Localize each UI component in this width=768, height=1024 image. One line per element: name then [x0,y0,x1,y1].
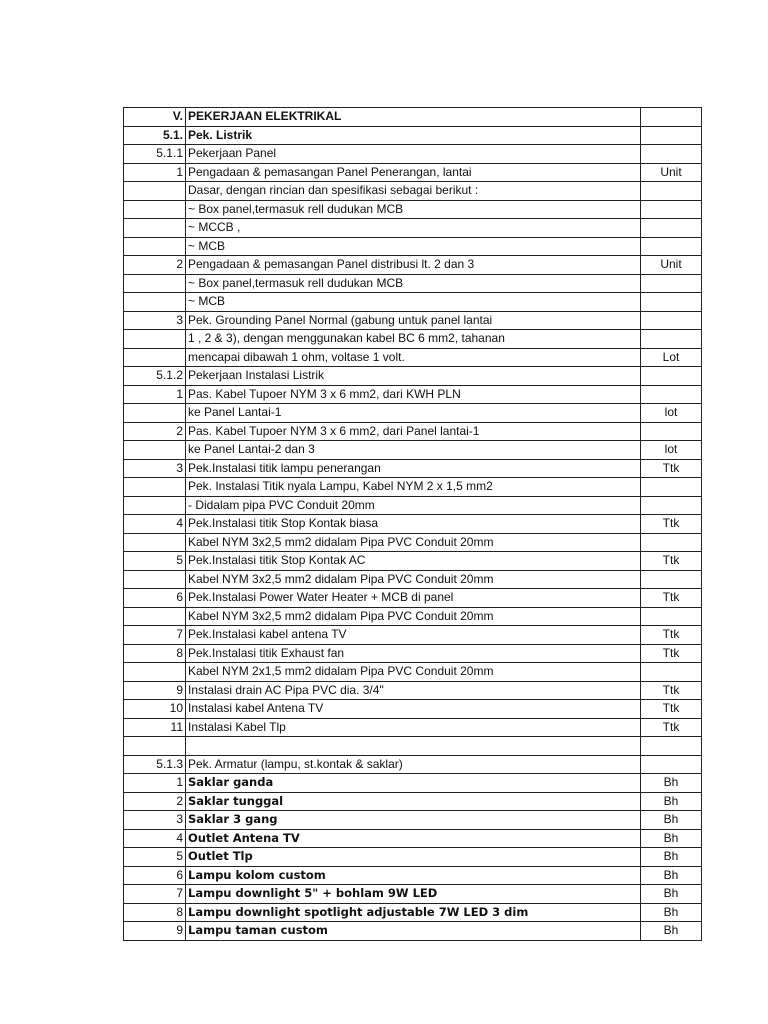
cell-unit: Bh [641,866,702,885]
cell-unit: Bh [641,922,702,941]
cell-number [124,200,186,219]
cell-description: Saklar 3 gang [186,811,641,830]
table-row [124,848,702,867]
cell-description [186,737,641,756]
cell-unit: Lot [641,348,702,367]
cell-unit [641,422,702,441]
table-row [124,515,702,534]
cell-unit [641,478,702,497]
cell-unit: Unit [641,163,702,182]
cell-description: Instalasi Kabel Tlp [186,718,641,737]
table-body [124,108,702,941]
cell-unit [641,533,702,552]
cell-number [124,274,186,293]
cell-description: ~ MCCB , [186,219,641,238]
cell-unit [641,237,702,256]
cell-number [124,293,186,312]
cell-description: PEKERJAAN ELEKTRIKAL [186,108,641,127]
table-row [124,182,702,201]
cell-description: 1 , 2 & 3), dengan menggunakan kabel BC 6 mm2, tahanan [186,330,641,349]
cell-unit: lot [641,404,702,423]
cell-number: 2 [124,422,186,441]
table-row [124,385,702,404]
cell-description: Pengadaan & pemasangan Panel Penerangan, lantai [186,163,641,182]
cell-unit: Bh [641,829,702,848]
cell-number: 5 [124,848,186,867]
cell-description: Pek.Instalasi titik Stop Kontak AC [186,552,641,571]
cell-description: Kabel NYM 3x2,5 mm2 didalam Pipa PVC Conduit 20mm [186,607,641,626]
cell-unit: Bh [641,774,702,793]
cell-number: 2 [124,792,186,811]
cell-number: 2 [124,256,186,275]
cell-unit [641,663,702,682]
cell-unit: Unit [641,256,702,275]
cell-unit [641,200,702,219]
cell-description: ~ MCB [186,293,641,312]
table-row [124,145,702,164]
table-row [124,200,702,219]
cell-description: Pek.Instalasi Power Water Heater + MCB di panel [186,589,641,608]
table-row [124,496,702,515]
cell-unit: Bh [641,903,702,922]
cell-description: Lampu downlight spotlight adjustable 7W LED 3 dim [186,903,641,922]
cell-unit [641,755,702,774]
cell-description: Pek. Instalasi Titik nyala Lampu, Kabel NYM 2 x 1,5 mm2 [186,478,641,497]
cell-description: Outlet Tlp [186,848,641,867]
cell-description: Instalasi drain AC Pipa PVC dia. 3/4" [186,681,641,700]
cell-unit: Ttk [641,459,702,478]
cell-description: Lampu taman custom [186,922,641,941]
cell-unit: Ttk [641,700,702,719]
cell-unit: Ttk [641,718,702,737]
cell-unit [641,219,702,238]
table-row [124,478,702,497]
cell-unit [641,145,702,164]
cell-number: 4 [124,829,186,848]
table-row [124,792,702,811]
cell-number [124,663,186,682]
table-row [124,441,702,460]
table-row [124,293,702,312]
cell-unit [641,126,702,145]
table-row [124,348,702,367]
cell-number: 8 [124,903,186,922]
cell-number: 7 [124,885,186,904]
cell-unit: Bh [641,811,702,830]
table-row [124,681,702,700]
cell-unit: Ttk [641,552,702,571]
cell-unit [641,570,702,589]
table-row [124,126,702,145]
cell-unit [641,367,702,386]
table-row [124,626,702,645]
cell-unit [641,108,702,127]
table-row [124,644,702,663]
cell-unit [641,737,702,756]
cell-description: Pek.Instalasi kabel antena TV [186,626,641,645]
cell-number [124,496,186,515]
cell-number: 9 [124,922,186,941]
cell-description: ke Panel Lantai-2 dan 3 [186,441,641,460]
cell-unit [641,607,702,626]
cell-description: Pek.Instalasi titik Exhaust fan [186,644,641,663]
table-row [124,367,702,386]
cell-description: Kabel NYM 3x2,5 mm2 didalam Pipa PVC Conduit 20mm [186,533,641,552]
work-items-table [123,107,702,941]
cell-number: 7 [124,626,186,645]
table-row [124,737,702,756]
cell-number [124,441,186,460]
cell-description: Pek. Armatur (lampu, st.kontak & saklar) [186,755,641,774]
cell-description: - Didalam pipa PVC Conduit 20mm [186,496,641,515]
cell-description: Kabel NYM 2x1,5 mm2 didalam Pipa PVC Conduit 20mm [186,663,641,682]
cell-unit: Bh [641,848,702,867]
cell-number [124,737,186,756]
cell-description: ke Panel Lantai-1 [186,404,641,423]
table-row [124,663,702,682]
table-row [124,774,702,793]
cell-number [124,348,186,367]
cell-number [124,570,186,589]
table-row [124,811,702,830]
cell-number [124,219,186,238]
cell-unit: lot [641,441,702,460]
cell-number: 5.1.3 [124,755,186,774]
cell-number: 4 [124,515,186,534]
cell-unit: Bh [641,885,702,904]
cell-number: 1 [124,774,186,793]
cell-number: 6 [124,866,186,885]
cell-number [124,478,186,497]
cell-unit: Ttk [641,626,702,645]
table-row [124,885,702,904]
table-row [124,829,702,848]
cell-unit: Bh [641,792,702,811]
table-row [124,422,702,441]
cell-number: 1 [124,385,186,404]
cell-number: 11 [124,718,186,737]
cell-description: ~ Box panel,termasuk rell dudukan MCB [186,274,641,293]
cell-number: V. [124,108,186,127]
cell-description: Pek. Listrik [186,126,641,145]
cell-description: Pas. Kabel Tupoer NYM 3 x 6 mm2, dari KWH PLN [186,385,641,404]
cell-description: Saklar ganda [186,774,641,793]
cell-unit [641,385,702,404]
table-row [124,866,702,885]
cell-unit: Ttk [641,681,702,700]
table-row [124,755,702,774]
cell-number: 3 [124,311,186,330]
cell-number: 3 [124,811,186,830]
table-row [124,404,702,423]
cell-unit [641,311,702,330]
cell-description: Outlet Antena TV [186,829,641,848]
cell-description: Instalasi kabel Antena TV [186,700,641,719]
table-row [124,700,702,719]
table-row [124,237,702,256]
cell-description: Saklar tunggal [186,792,641,811]
cell-number: 5.1. [124,126,186,145]
table-row [124,533,702,552]
cell-description: ~ Box panel,termasuk rell dudukan MCB [186,200,641,219]
table-row [124,219,702,238]
cell-number [124,182,186,201]
cell-number: 8 [124,644,186,663]
table-row [124,330,702,349]
cell-unit [641,182,702,201]
table-row [124,903,702,922]
cell-number [124,237,186,256]
table-row [124,922,702,941]
cell-number [124,533,186,552]
table-row [124,570,702,589]
cell-description: Pek.Instalasi titik Stop Kontak biasa [186,515,641,534]
cell-number: 9 [124,681,186,700]
table-row [124,552,702,571]
cell-description: Pengadaan & pemasangan Panel distribusi lt. 2 dan 3 [186,256,641,275]
cell-unit: Ttk [641,589,702,608]
cell-unit [641,293,702,312]
cell-unit [641,274,702,293]
cell-description: mencapai dibawah 1 ohm, voltase 1 volt. [186,348,641,367]
cell-unit: Ttk [641,644,702,663]
cell-unit: Ttk [641,515,702,534]
cell-unit [641,496,702,515]
table-row [124,108,702,127]
cell-number: 10 [124,700,186,719]
cell-description: Lampu downlight 5" + bohlam 9W LED [186,885,641,904]
cell-description: Pek. Grounding Panel Normal (gabung untuk panel lantai [186,311,641,330]
cell-unit [641,330,702,349]
cell-description: Dasar, dengan rincian dan spesifikasi sebagai berikut : [186,182,641,201]
cell-number [124,330,186,349]
cell-number: 5.1.2 [124,367,186,386]
cell-number: 5 [124,552,186,571]
table-row [124,718,702,737]
table-row [124,163,702,182]
cell-number: 1 [124,163,186,182]
cell-description: ~ MCB [186,237,641,256]
table-row [124,589,702,608]
cell-description: Pekerjaan Panel [186,145,641,164]
cell-description: Kabel NYM 3x2,5 mm2 didalam Pipa PVC Conduit 20mm [186,570,641,589]
cell-number [124,607,186,626]
table-row [124,607,702,626]
table-row [124,311,702,330]
table-row [124,274,702,293]
table-row [124,459,702,478]
cell-description: Pek.Instalasi titik lampu penerangan [186,459,641,478]
cell-number [124,404,186,423]
cell-description: Pekerjaan Instalasi Listrik [186,367,641,386]
cell-number: 3 [124,459,186,478]
cell-number: 6 [124,589,186,608]
cell-description: Lampu kolom custom [186,866,641,885]
cell-number: 5.1.1 [124,145,186,164]
cell-description: Pas. Kabel Tupoer NYM 3 x 6 mm2, dari Panel lantai-1 [186,422,641,441]
table-row [124,256,702,275]
